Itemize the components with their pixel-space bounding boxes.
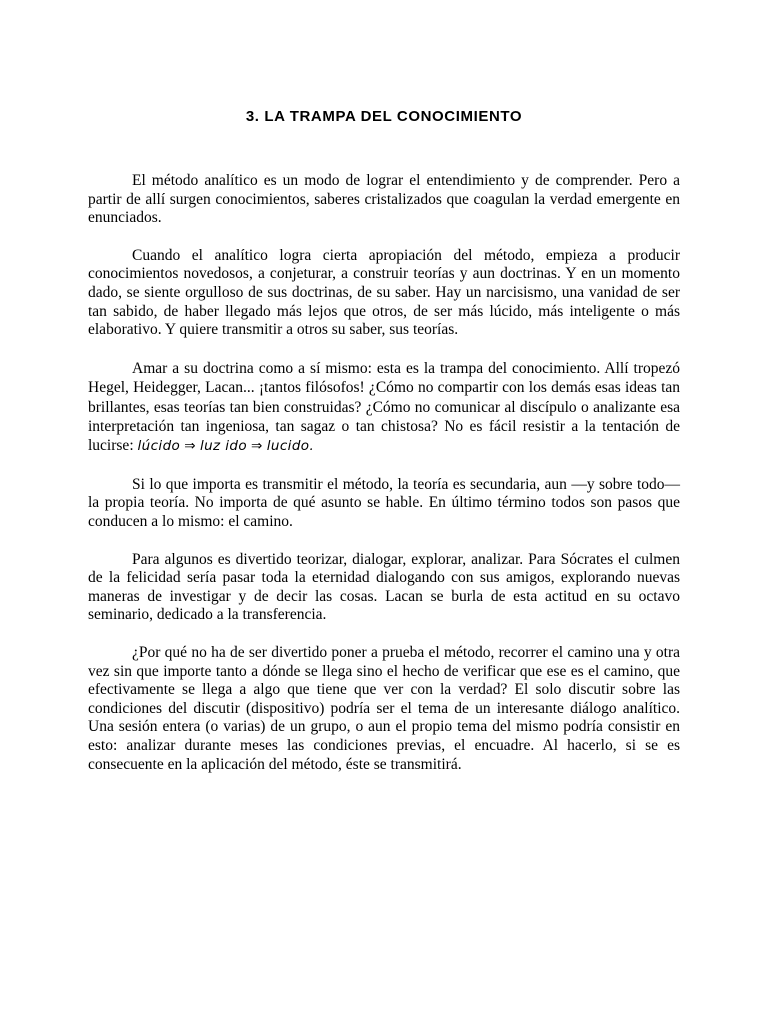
paragraph-3 bbox=[88, 359, 680, 457]
implies-arrow-icon-2: ⇒ bbox=[251, 438, 263, 455]
paragraph-4: Si lo que importa es transmitir el método, la teoría es secundaria, aun —y sobre todo— la propia teoría. No importa de qué asunto se hable. En último término todos son pasos que conducen a lo mismo: el camino. bbox=[88, 475, 680, 530]
paragraph-3-text: Amar a su doctrina como a sí mismo: esta es la trampa del conocimiento. Allí tropezó Hegel, Heidegger, Lacan... ¡tantos filósofos! ¿Cómo no compartir con los demás esas ideas tan brillantes, esas teorías tan bien construidas? ¿Cómo no comunicar al discípulo o analizante esa interpretación tan ingeniosa, tan sagaz o tan chistosa? No es fácil resistir a la tentación de lucirse: bbox=[88, 359, 680, 455]
chapter-body bbox=[88, 172, 680, 793]
implies-arrow-icon: ⇒ bbox=[184, 438, 196, 455]
paragraph-5: Para algunos es divertido teorizar, dialogar, explorar, analizar. Para Sócrates el culmen de la felicidad sería pasar toda la eternidad dialogando con sus amigos, explorando nuevas maneras de investigar y de decir las cosas. Lacan se burla de esta actitud en su octavo seminario, dedicado a la transferencia. bbox=[88, 550, 680, 624]
lucido-wordplay bbox=[138, 438, 315, 454]
paragraph-2: Cuando el analítico logra cierta apropiación del método, empieza a producir conocimientos novedosos, a conjeturar, a construir teorías y aun doctrinas. Y en un momento dado, se siente orgulloso de sus doctrinas, de su saber. Hay un narcisismo, una vanidad de ser tan sabido, de haber llegado más lejos que otros, de ser más lúcido, más inteligente o más elaborativo. Y quiere transmitir a otros su saber, sus teorías. bbox=[88, 246, 680, 339]
chapter-title: 3. LA TRAMPA DEL CONOCIMIENTO bbox=[245, 108, 523, 125]
wordplay-lucido: lúcido bbox=[137, 438, 181, 455]
paragraph-6: ¿Por qué no ha de ser divertido poner a prueba el método, recorrer el camino una y otra vez sin que importe tanto a dónde se llega sino el hecho de verificar que ese es el camino, que efectivamente se llega a algo que tiene que ver con la verdad? El solo discutir sobre las condiciones del discutir (dispositivo) podría ser el tema de un interesante diálogo analítico. Una sesión entera (o varias) de un grupo, o aun el propio tema del mismo podría consistir en esto: analizar durante meses las condiciones previas, el encuadre. Al hacerlo, si se es consecuente en la aplicación del método, éste se transmitirá. bbox=[88, 643, 680, 773]
paragraph-1: El método analítico es un modo de lograr el entendimiento y de comprender. Pero a partir de allí surgen conocimientos, saberes cristalizados que coagulan la verdad emergente en enunciados. bbox=[88, 172, 680, 227]
wordplay-luz-ido: luz ido bbox=[199, 438, 248, 455]
wordplay-lucido-2: lucido. bbox=[266, 438, 315, 455]
